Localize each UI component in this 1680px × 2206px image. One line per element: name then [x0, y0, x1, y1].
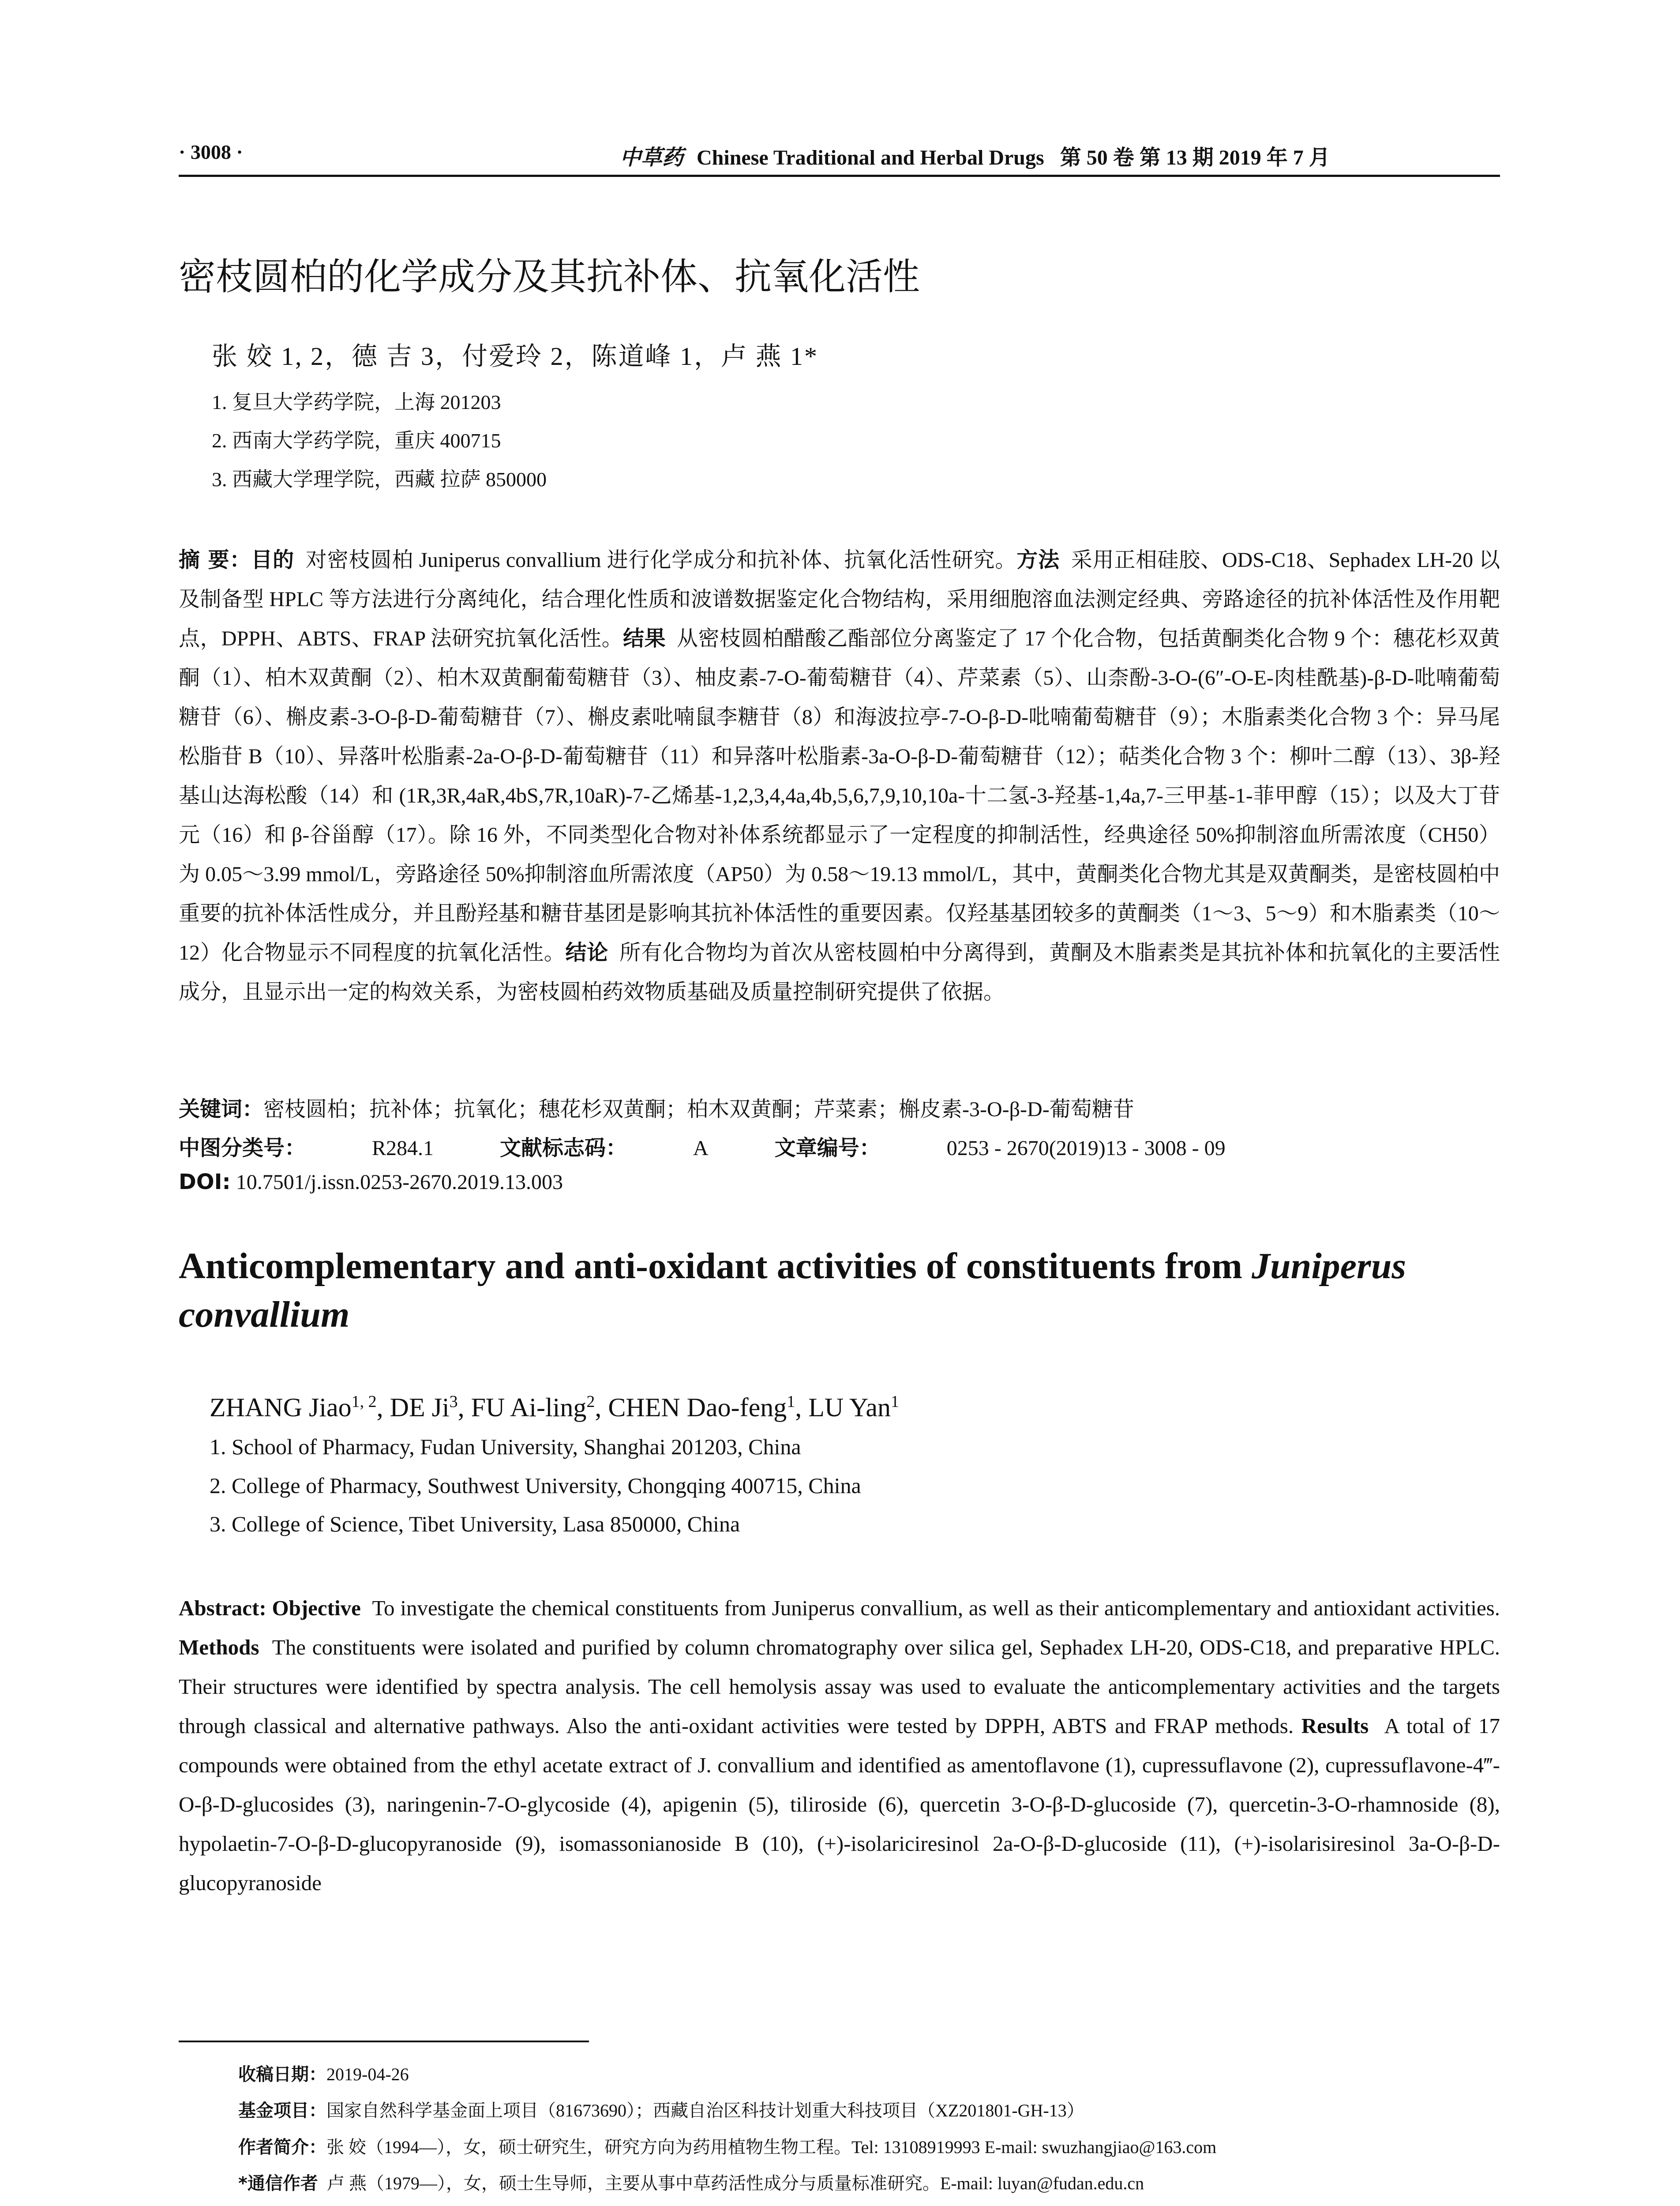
- chinese-affiliation-3: 3. 西藏大学理学院，西藏 拉萨 850000: [212, 468, 547, 491]
- chinese-abstract: [179, 540, 1500, 1012]
- clc-number: 中图分类号： R284.1: [179, 1136, 434, 1160]
- author-name: LU Yan: [808, 1393, 891, 1422]
- english-title: [179, 1242, 1500, 1339]
- conclusion-label: 结论: [565, 940, 608, 965]
- abstract-label: 摘 要：: [179, 548, 251, 572]
- journal-name-cn: 中草药: [620, 145, 684, 170]
- results-label: Results: [1301, 1714, 1369, 1738]
- journal-name-en: Chinese Traditional and Herbal Drugs: [697, 146, 1044, 169]
- methods-label: Methods: [179, 1635, 259, 1659]
- results-label: 结果: [623, 626, 666, 651]
- english-affiliation-2: 2. College of Pharmacy, Southwest University, Chongqing 400715, China: [210, 1473, 861, 1498]
- objective-label: 目的: [251, 548, 294, 572]
- methods-text: 采用正相硅胶、ODS-C18、Sephadex LH-20 以及制备型 HPLC 等方法进行分离纯化，结合理化性质和波谱数据鉴定化合物结构，采用细胞溶血法测定经典、旁路途径的抗补体活性及作用靶点，DPPH、ABTS、FRAP 法研究抗氧化活性。: [179, 548, 1500, 650]
- author-name: ZHANG Jiao: [210, 1393, 352, 1422]
- author-sup: 1: [787, 1392, 795, 1411]
- author-sup: 3: [449, 1392, 458, 1411]
- results-text: 从密枝圆柏醋酸乙酯部位分离鉴定了 17 个化合物，包括黄酮类化合物 9 个：穗花杉双黄酮（1）、柏木双黄酮（2）、柏木双黄酮葡萄糖苷（3）、柚皮素-7-O-葡萄糖苷（4）、芹菜素（5）、山柰酚-3-O-(6″-O-E-肉桂酰基)-β-D-吡喃葡萄糖苷（6）、槲皮素-3-O-β-D-葡萄糖苷（7）、槲皮素吡喃鼠李糖苷（8）和海波拉亭-7-O-β-D-吡喃葡萄糖苷（9）；木脂素类化合物 3 个：异马尾松脂苷 B（10）、异落叶松脂素-2a-O-β-D-葡萄糖苷（11）和异落叶松脂素-3a-O-β-D-葡萄糖苷（12）；萜类化合物 3 个：柳叶二醇（13）、3β-羟基山达海松酸（14）和 (1R,3R,4aR,4bS,7R,10aR)-7-乙烯基-1,2,3,4,4a,4b,5,6,7,9,10,10a-十二氢-3-羟基-1,4a,7-三甲基-1-菲甲醇（15）；以及大丁苷元（16）和 β-谷甾醇（17）。除 16 外，不同类型化合物对补体系统都显示了一定程度的抑制活性，经典途径 50%抑制溶血所需浓度（CH50）为 0.05～3.99 mmol/L，旁路途径 50%抑制溶血所需浓度（AP50）为 0.58～19.13 mmol/L，其中，黄酮类化合物尤其是双黄酮类，是密枝圆柏中重要的抗补体活性成分，并且酚羟基和糖苷基团是影响其抗补体活性的重要因素。仅羟基基团较多的黄酮类（1～3、5～9）和木脂素类（10～12）化合物显示不同程度的抗氧化活性。: [179, 627, 1500, 964]
- methods-text: The constituents were isolated and purified by column chromatography over silica gel, Sephadex LH-20, ODS-C18, and preparative HPLC. Their structures were identified by spectra analysis. The cell hemolysis assay was used to evaluate the anticomplementary activities and the targets through classical and alternative pathways. Also the anti-oxidant activities were tested by DPPH, ABTS and FRAP methods.: [179, 1635, 1500, 1738]
- english-abstract: [179, 1588, 1500, 1902]
- keywords-text: 密枝圆柏；抗补体；抗氧化；穗花杉双黄酮；柏木双黄酮；芹菜素；槲皮素-3-O-β-D-葡萄糖苷: [263, 1098, 1134, 1121]
- footnote-corresponding-author: *通信作者 卢 燕（1979—），女，硕士生导师，主要从事中草药活性成分与质量标准研究。E-mail: luyan@fudan.edu.cn: [238, 2173, 1144, 2194]
- footnote-received: 收稿日期：2019-04-26: [238, 2064, 409, 2085]
- english-authors: ZHANG Jiao$^{1, 2}$, DE Ji$^3$, FU Ai-ling$^2$, CHEN Dao-feng$^1$, LU Yan$^1$: [210, 1392, 899, 1422]
- chinese-affiliation-1: 1. 复旦大学药学院，上海 201203: [212, 391, 501, 413]
- doi-value: 10.7501/j.issn.0253-2670.2019.13.003: [236, 1171, 563, 1194]
- author-sup: 2: [586, 1392, 595, 1411]
- footnote-author-bio: 作者简介：张 姣（1994—），女，硕士研究生，研究方向为药用植物生物工程。Tel: 13108919993 E-mail: swuzhangjiao@163.com: [238, 2137, 1217, 2157]
- author-name: DE Ji: [390, 1393, 450, 1422]
- footnote-divider: [179, 2041, 589, 2042]
- journal-issue: 第 50 卷 第 13 期 2019 年 7 月: [1060, 146, 1330, 169]
- article-number: 文章编号： 0253 - 2670(2019)13 - 3008 - 09: [774, 1136, 1226, 1160]
- english-title-species: Juniperus convallium: [179, 1246, 1406, 1335]
- english-affiliation-1: 1. School of Pharmacy, Fudan University, Shanghai 201203, China: [210, 1434, 801, 1459]
- journal-name: [620, 140, 1330, 171]
- author-name: CHEN Dao-feng: [608, 1393, 787, 1422]
- page-number: · 3008 ·: [179, 141, 243, 163]
- keywords-label: 关键词：: [179, 1097, 264, 1122]
- running-header: [179, 140, 1500, 177]
- chinese-keywords: [179, 1092, 1134, 1122]
- objective-label: Objective: [272, 1596, 361, 1620]
- doi-label: DOI:: [179, 1170, 231, 1194]
- chinese-authors: 张 姣 1, 2，德 吉 3，付爱玲 2，陈道峰 1，卢 燕 1*: [212, 342, 819, 371]
- author-sup: 1, 2: [351, 1392, 377, 1411]
- classification-line: [179, 1131, 1226, 1161]
- english-affiliation-3: 3. College of Science, Tibet University, Lasa 850000, China: [210, 1512, 740, 1536]
- english-title-main: Anticomplementary and anti-oxidant activities of constituents from: [179, 1246, 1252, 1287]
- objective-text: 对密枝圆柏 Juniperus convallium 进行化学成分和抗补体、抗氧化活性研究。: [305, 548, 1017, 572]
- doi-line: [179, 1170, 563, 1194]
- conclusion-text: 所有化合物均为首次从密枝圆柏中分离得到，黄酮及木脂素类是其抗补体和抗氧化的主要活性成分，且显示出一定的构效关系，为密枝圆柏药效物质基础及质量控制研究提供了依据。: [179, 941, 1500, 1004]
- chinese-title: 密枝圆柏的化学成分及其抗补体、抗氧化活性: [179, 255, 920, 298]
- document-code: 文献标志码： A: [500, 1136, 709, 1160]
- author-sup: 1: [890, 1392, 899, 1411]
- author-name: FU Ai-ling: [471, 1393, 587, 1422]
- abstract-label: Abstract:: [179, 1596, 266, 1620]
- objective-text: To investigate the chemical constituents from Juniperus convallium, as well as their anticomplementary and antioxidant activities.: [372, 1596, 1500, 1620]
- results-text: A total of 17 compounds were obtained from the ethyl acetate extract of J. convallium and identified as amentoflavone (1), cupressuflavone (2), cupressuflavone-4‴-O-β-D-glucosides (3), naringenin-7-O-glycoside (4), apigenin (5), tiliroside (6), quercetin 3-O-β-D-glucoside (7), quercetin-3-O-rhamnoside (8), hypolaetin-7-O-β-D-glucopyranoside (9), isomassonianoside B (10), (+)-isolariciresinol 2a-O-β-D-glucoside (11), (+)-isolarisiresinol 3a-O-β-D-glucopyranoside: [179, 1714, 1500, 1895]
- chinese-affiliation-2: 2. 西南大学药学院，重庆 400715: [212, 429, 501, 452]
- footnote-funding: 基金项目：国家自然科学基金面上项目（81673690）；西藏自治区科技计划重大科技项目（XZ201801-GH-13）: [238, 2101, 1084, 2121]
- methods-label: 方法: [1016, 548, 1060, 572]
